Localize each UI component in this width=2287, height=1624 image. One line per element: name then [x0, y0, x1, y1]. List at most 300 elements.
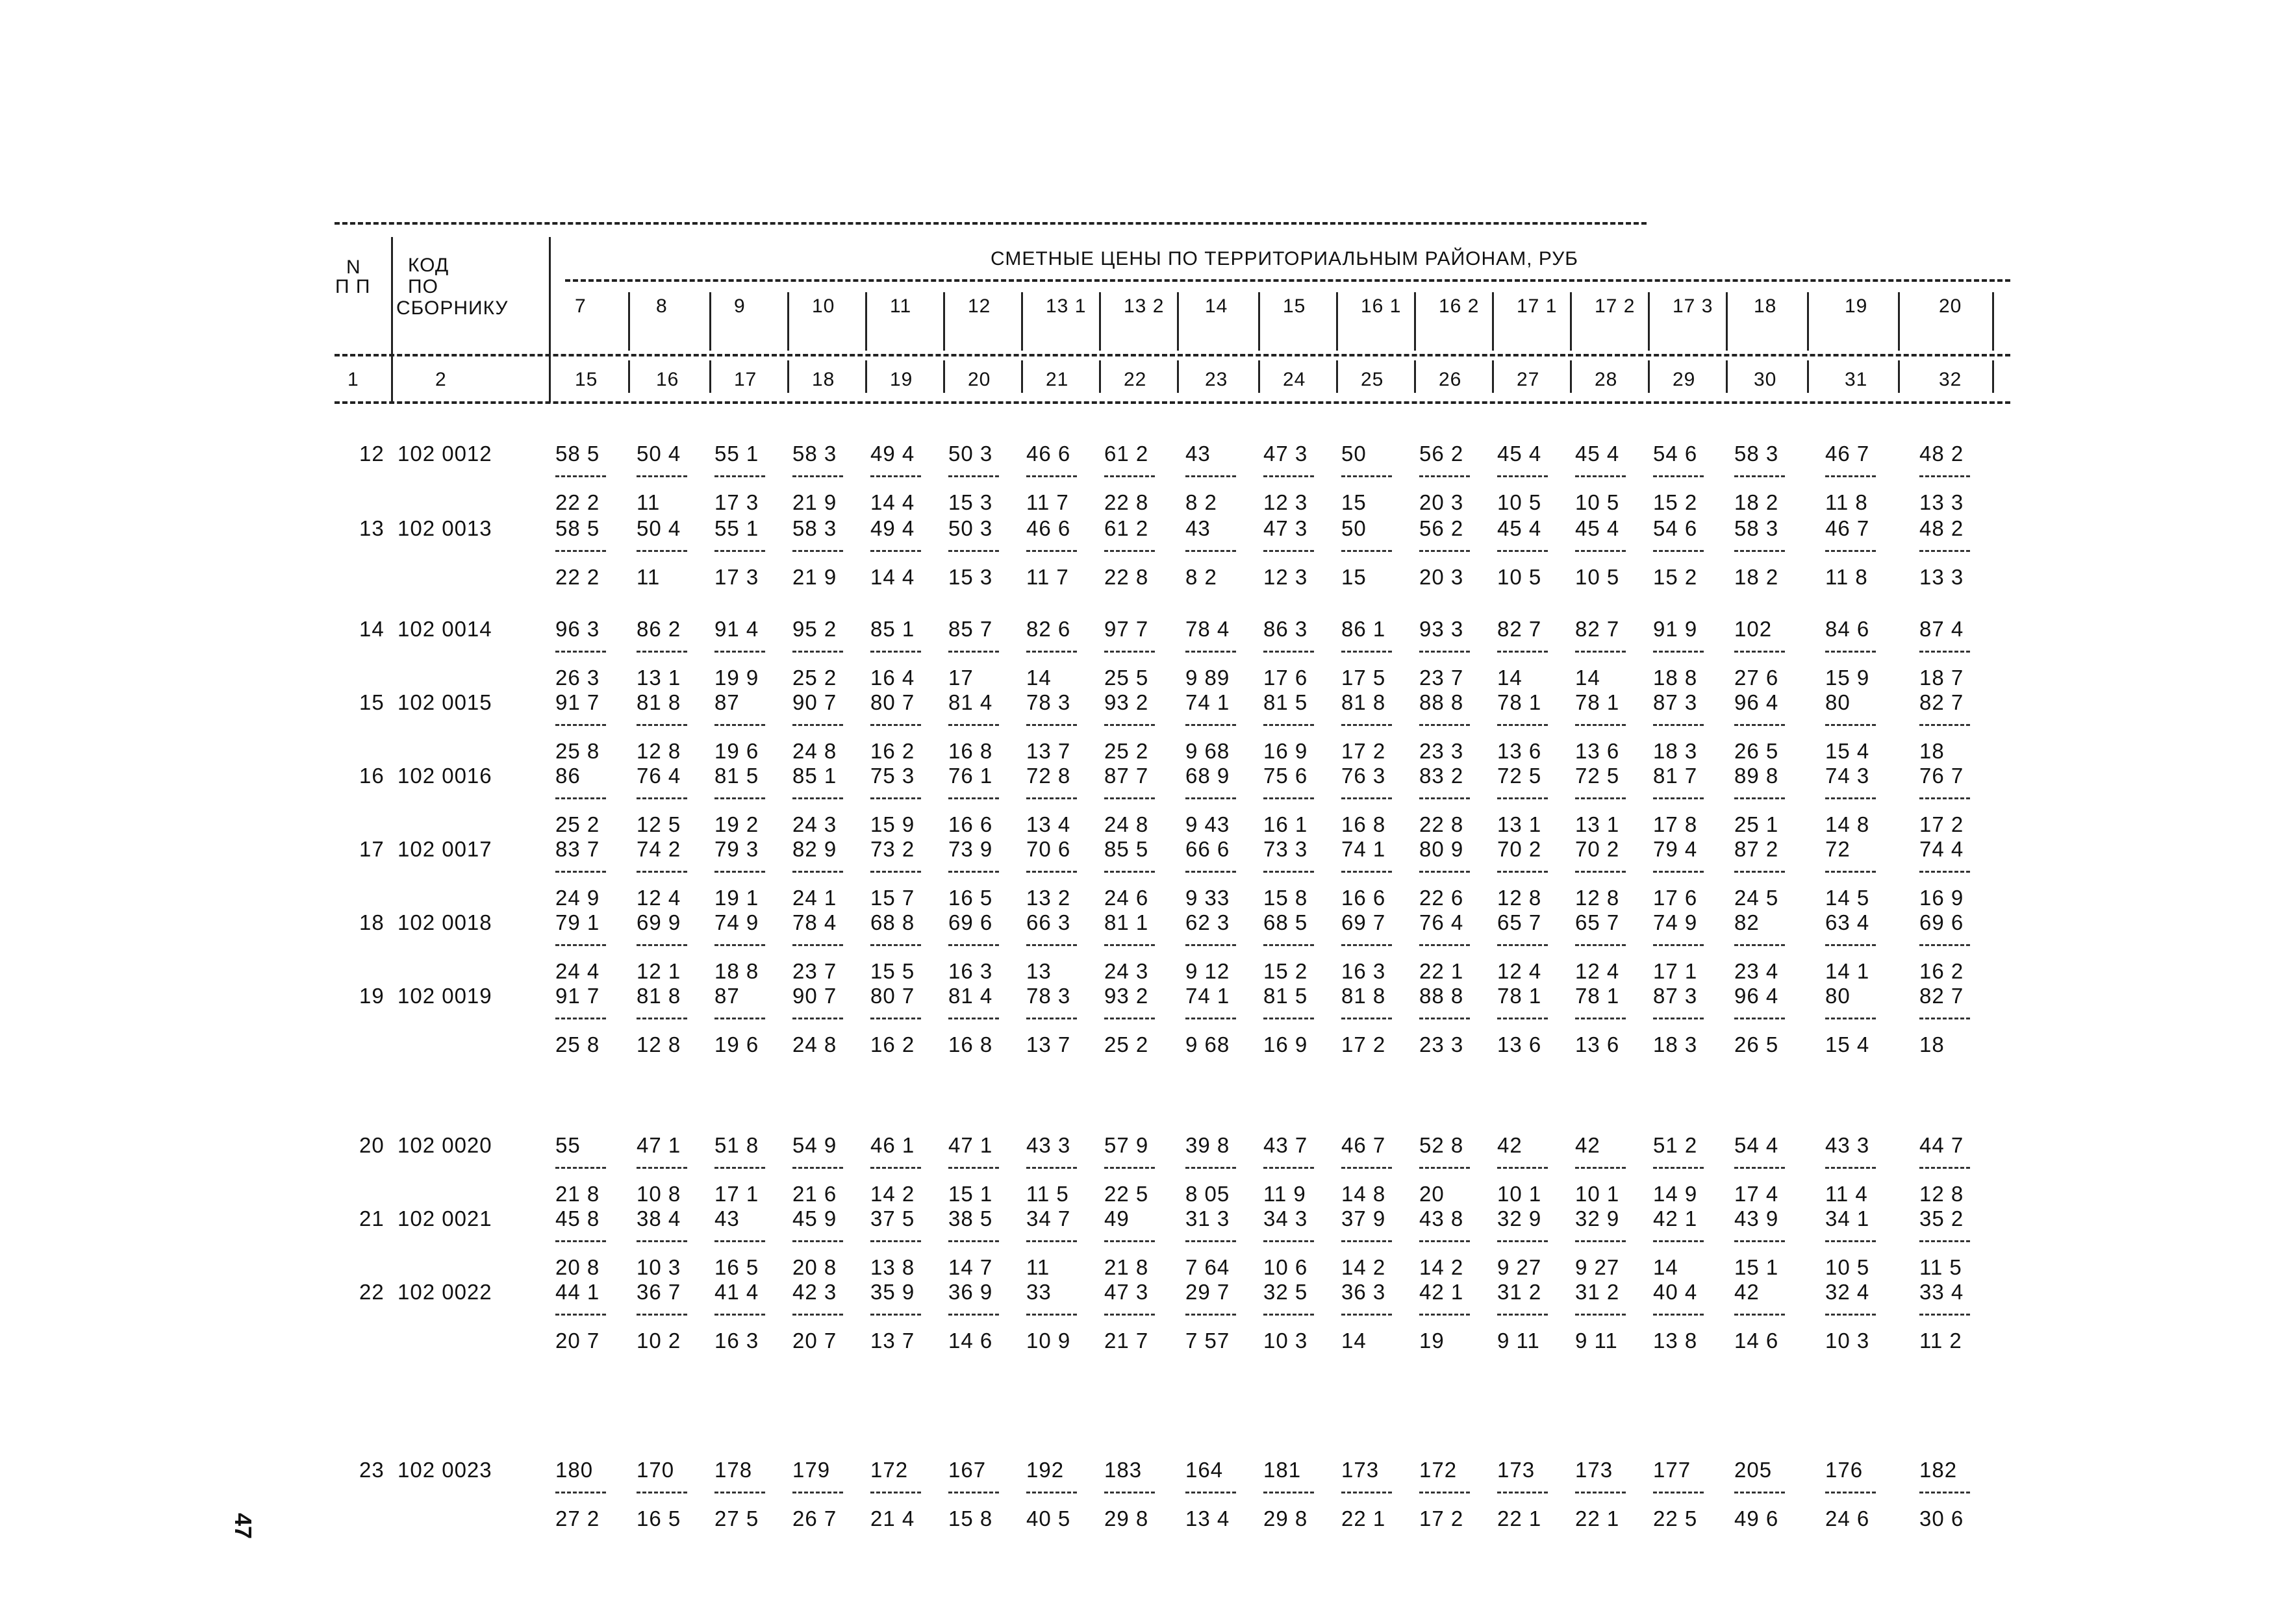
- fraction-bar: [1734, 651, 1785, 653]
- fraction-bar: [1734, 1018, 1785, 1019]
- price-labor: 21 4: [870, 1506, 915, 1530]
- price-total: 46 7: [1825, 516, 1870, 540]
- price-labor: 22 5: [1104, 1182, 1149, 1206]
- fraction-bar: [1026, 724, 1077, 726]
- price-labor: 13 8: [1653, 1329, 1698, 1353]
- price-total: 42 1: [1653, 1206, 1698, 1230]
- fraction-bar: [1263, 1018, 1314, 1019]
- title-underline: [565, 279, 2010, 282]
- price-total: 81 4: [948, 690, 993, 714]
- fraction-bar: [1825, 550, 1876, 552]
- price-total: 47 3: [1263, 442, 1308, 466]
- price-labor: 11: [637, 490, 661, 514]
- column-divider: [1258, 360, 1260, 393]
- price-labor: 21 8: [555, 1182, 600, 1206]
- price-total: 61 2: [1104, 442, 1149, 466]
- fraction-bar: [1185, 651, 1236, 653]
- price-labor: 12 4: [637, 886, 681, 910]
- price-labor: 18: [1919, 739, 1945, 763]
- price-total: 69 6: [1919, 910, 1964, 934]
- fraction-bar: [1185, 1018, 1236, 1019]
- price-labor: 10 1: [1575, 1182, 1620, 1206]
- fraction-bar: [1263, 871, 1314, 873]
- price-labor: 29 8: [1263, 1506, 1308, 1530]
- fraction-bar: [1263, 1314, 1314, 1316]
- price-labor: 10 9: [1026, 1329, 1071, 1353]
- price-labor: 14 8: [1825, 812, 1870, 836]
- price-labor: 10 2: [637, 1329, 681, 1353]
- price-labor: 16 8: [1341, 812, 1386, 836]
- price-labor: 12 4: [1575, 959, 1620, 983]
- fraction-bar: [1185, 1314, 1236, 1316]
- fraction-bar: [1341, 944, 1392, 946]
- fraction-bar: [792, 1167, 843, 1169]
- fraction-bar: [714, 651, 765, 653]
- price-labor: 13 8: [870, 1255, 915, 1279]
- price-total: 47 3: [1263, 516, 1308, 540]
- price-labor: 24 8: [792, 739, 837, 763]
- price-total: 96 3: [555, 617, 600, 641]
- price-total: 73 2: [870, 837, 915, 861]
- price-total: 88 8: [1419, 984, 1464, 1008]
- price-total: 86 1: [1341, 617, 1386, 641]
- fraction-bar: [1919, 1018, 1970, 1019]
- fraction-bar: [1653, 871, 1704, 873]
- column-number: 23: [1205, 369, 1228, 390]
- price-labor: 9 68: [1185, 739, 1230, 763]
- price-labor: 27 2: [555, 1506, 600, 1530]
- price-labor: 13 7: [870, 1329, 915, 1353]
- fraction-bar: [1104, 1018, 1155, 1019]
- price-total: 42 3: [792, 1280, 837, 1304]
- fraction-bar: [1263, 1240, 1314, 1242]
- fraction-bar: [1341, 550, 1392, 552]
- fraction-bar: [637, 944, 687, 946]
- price-total: 34 3: [1263, 1206, 1308, 1230]
- price-total: 78 3: [1026, 690, 1071, 714]
- fraction-bar: [1497, 1240, 1548, 1242]
- price-labor: 12 8: [637, 739, 681, 763]
- price-total: 51 2: [1653, 1133, 1698, 1157]
- price-labor: 17 6: [1263, 666, 1308, 690]
- table-title: СМЕТНЫЕ ЦЕНЫ ПО ТЕРРИТОРИАЛЬНЫМ РАЙОНАМ, РУБ: [991, 248, 1578, 269]
- price-total: 78 1: [1497, 690, 1542, 714]
- price-labor: 25 5: [1104, 666, 1149, 690]
- price-total: 80: [1825, 984, 1851, 1008]
- fraction-bar: [1575, 1240, 1626, 1242]
- price-total: 95 2: [792, 617, 837, 641]
- fraction-bar: [1341, 1314, 1392, 1316]
- price-total: 72 5: [1497, 764, 1542, 788]
- fraction-bar: [1026, 1018, 1077, 1019]
- fraction-bar: [1263, 797, 1314, 799]
- price-total: 83 2: [1419, 764, 1464, 788]
- price-labor: 24 8: [1104, 812, 1149, 836]
- price-total: 54 9: [792, 1133, 837, 1157]
- fraction-bar: [714, 944, 765, 946]
- price-labor: 20 7: [555, 1329, 600, 1353]
- price-labor: 25 2: [1104, 1032, 1149, 1056]
- row-code: 102 0019: [398, 984, 492, 1008]
- price-total: 45 4: [1497, 442, 1542, 466]
- price-total: 73 9: [948, 837, 993, 861]
- price-labor: 9 11: [1497, 1329, 1540, 1353]
- fraction-bar: [870, 797, 921, 799]
- price-total: 96 4: [1734, 984, 1779, 1008]
- price-labor: 40 5: [1026, 1506, 1071, 1530]
- price-labor: 13 6: [1497, 739, 1542, 763]
- price-total: 33 4: [1919, 1280, 1964, 1304]
- fraction-bar: [792, 651, 843, 653]
- price-labor: 25 1: [1734, 812, 1779, 836]
- column-number: 29: [1673, 369, 1696, 390]
- fraction-bar: [1575, 651, 1626, 653]
- price-labor: 10 1: [1497, 1182, 1542, 1206]
- fraction-bar: [714, 1240, 765, 1242]
- column-number: 20: [968, 369, 991, 390]
- fraction-bar: [1185, 475, 1236, 477]
- fraction-bar: [1497, 651, 1548, 653]
- price-labor: 9 68: [1185, 1032, 1230, 1056]
- price-labor: 10 5: [1575, 565, 1620, 589]
- price-total: 87 7: [1104, 764, 1149, 788]
- fraction-bar: [1653, 475, 1704, 477]
- price-labor: 16 2: [870, 739, 915, 763]
- fraction-bar: [870, 944, 921, 946]
- price-total: 176: [1825, 1458, 1864, 1482]
- price-total: 70 2: [1497, 837, 1542, 861]
- price-labor: 10 5: [1575, 490, 1620, 514]
- fraction-bar: [1919, 944, 1970, 946]
- price-total: 54 4: [1734, 1133, 1779, 1157]
- price-labor: 11 8: [1825, 565, 1868, 589]
- price-labor: 17 2: [1919, 812, 1964, 836]
- fraction-bar: [1734, 1492, 1785, 1493]
- fraction-bar: [1497, 1018, 1548, 1019]
- price-total: 78 4: [1185, 617, 1230, 641]
- fraction-bar: [870, 1167, 921, 1169]
- fraction-bar: [1185, 944, 1236, 946]
- price-labor: 22 5: [1653, 1506, 1698, 1530]
- fraction-bar: [714, 475, 765, 477]
- fraction-bar: [1919, 724, 1970, 726]
- column-divider: [1807, 360, 1809, 393]
- price-total: 79 1: [555, 910, 600, 934]
- price-labor: 9 43: [1185, 812, 1230, 836]
- fraction-bar: [1497, 1314, 1548, 1316]
- fraction-bar: [1825, 944, 1876, 946]
- district-label: 11: [890, 295, 912, 317]
- price-total: 76 3: [1341, 764, 1386, 788]
- fraction-bar: [714, 1018, 765, 1019]
- price-labor: 10 6: [1263, 1255, 1308, 1279]
- price-total: 58 3: [792, 442, 837, 466]
- price-labor: 9 89: [1185, 666, 1230, 690]
- price-total: 42: [1497, 1133, 1523, 1157]
- fraction-bar: [1497, 797, 1548, 799]
- price-total: 31 3: [1185, 1206, 1230, 1230]
- price-total: 81 8: [637, 984, 681, 1008]
- price-labor: 16 9: [1919, 886, 1964, 910]
- price-total: 80 9: [1419, 837, 1464, 861]
- price-labor: 12 4: [1497, 959, 1542, 983]
- price-total: 45 8: [555, 1206, 600, 1230]
- row-code: 102 0013: [398, 516, 492, 540]
- price-total: 32 9: [1497, 1206, 1542, 1230]
- fraction-bar: [1263, 724, 1314, 726]
- row-code: 102 0012: [398, 442, 492, 466]
- price-labor: 21 8: [1104, 1255, 1149, 1279]
- price-labor: 15 2: [1263, 959, 1308, 983]
- price-labor: 18 8: [1653, 666, 1698, 690]
- price-total: 31 2: [1575, 1280, 1620, 1304]
- fraction-bar: [948, 550, 999, 552]
- price-total: 37 9: [1341, 1206, 1386, 1230]
- price-total: 50 3: [948, 442, 993, 466]
- fraction-bar: [792, 475, 843, 477]
- price-total: 58 3: [1734, 516, 1779, 540]
- column-divider: [628, 292, 630, 351]
- fraction-bar: [1497, 475, 1548, 477]
- price-labor: 15 9: [1825, 666, 1870, 690]
- price-total: 46 7: [1825, 442, 1870, 466]
- price-labor: 18: [1919, 1032, 1945, 1056]
- fraction-bar: [1575, 550, 1626, 552]
- fraction-bar: [637, 1167, 687, 1169]
- price-total: 52 8: [1419, 1133, 1464, 1157]
- price-labor: 13 3: [1919, 490, 1964, 514]
- price-labor: 27 5: [714, 1506, 759, 1530]
- header-divider: [391, 237, 393, 403]
- price-labor: 17 2: [1341, 1032, 1386, 1056]
- price-total: 29 7: [1185, 1280, 1230, 1304]
- price-total: 81 5: [1263, 690, 1308, 714]
- fraction-bar: [555, 871, 606, 873]
- fraction-bar: [870, 475, 921, 477]
- price-total: 74 9: [1653, 910, 1698, 934]
- price-labor: 17 4: [1734, 1182, 1779, 1206]
- fraction-bar: [1825, 1240, 1876, 1242]
- district-label: 17 3: [1673, 295, 1713, 317]
- column-divider: [1898, 292, 1900, 351]
- column-divider: [709, 292, 711, 351]
- row-code: 102 0017: [398, 837, 492, 861]
- price-labor: 18 2: [1734, 565, 1779, 589]
- fraction-bar: [637, 550, 687, 552]
- fraction-bar: [637, 1240, 687, 1242]
- fraction-bar: [870, 1018, 921, 1019]
- price-total: 87 4: [1919, 617, 1964, 641]
- column-divider: [1177, 360, 1179, 393]
- price-total: 43: [714, 1206, 740, 1230]
- price-total: 87: [714, 984, 740, 1008]
- fraction-bar: [1825, 1492, 1876, 1493]
- price-labor: 15 4: [1825, 739, 1870, 763]
- fraction-bar: [1419, 1314, 1470, 1316]
- column-number: 15: [575, 369, 598, 390]
- price-total: 47 1: [637, 1133, 681, 1157]
- price-total: 47 1: [948, 1133, 993, 1157]
- price-total: 50 4: [637, 442, 681, 466]
- row-number: 20: [359, 1133, 385, 1157]
- price-total: 172: [870, 1458, 909, 1482]
- price-total: 58 5: [555, 516, 600, 540]
- price-labor: 15 4: [1825, 1032, 1870, 1056]
- price-labor: 10 8: [637, 1182, 681, 1206]
- price-total: 46 6: [1026, 442, 1071, 466]
- fraction-bar: [1575, 1314, 1626, 1316]
- district-label: 12: [968, 295, 991, 317]
- price-labor: 13 4: [1185, 1506, 1230, 1530]
- price-labor: 19 6: [714, 739, 759, 763]
- price-labor: 15 3: [948, 490, 993, 514]
- price-labor: 19: [1419, 1329, 1445, 1353]
- price-labor: 11: [1026, 1255, 1050, 1279]
- price-labor: 16 2: [870, 1032, 915, 1056]
- price-labor: 26 5: [1734, 739, 1779, 763]
- price-total: 50: [1341, 516, 1367, 540]
- fraction-bar: [948, 1167, 999, 1169]
- price-labor: 16 1: [1263, 812, 1308, 836]
- fraction-bar: [1497, 1167, 1548, 1169]
- price-total: 76 1: [948, 764, 993, 788]
- price-labor: 21 7: [1104, 1329, 1149, 1353]
- price-total: 97 7: [1104, 617, 1149, 641]
- fraction-bar: [1104, 475, 1155, 477]
- price-total: 46 6: [1026, 516, 1071, 540]
- price-total: 47 3: [1104, 1280, 1149, 1304]
- fraction-bar: [1263, 1492, 1314, 1493]
- fraction-bar: [792, 1314, 843, 1316]
- row-code: 102 0022: [398, 1280, 492, 1304]
- price-total: 46 1: [870, 1133, 915, 1157]
- fraction-bar: [1026, 1492, 1077, 1493]
- header-divider: [549, 237, 551, 403]
- price-total: 82 7: [1919, 984, 1964, 1008]
- price-labor: 22 2: [555, 490, 600, 514]
- price-labor: 18 3: [1653, 739, 1698, 763]
- price-total: 173: [1497, 1458, 1535, 1482]
- fraction-bar: [792, 944, 843, 946]
- price-total: 93 2: [1104, 984, 1149, 1008]
- fraction-bar: [1919, 550, 1970, 552]
- fraction-bar: [637, 1018, 687, 1019]
- fraction-bar: [1263, 1167, 1314, 1169]
- column-divider: [1492, 360, 1494, 393]
- fraction-bar: [870, 871, 921, 873]
- column-number: 22: [1124, 369, 1147, 390]
- price-labor: 16 5: [714, 1255, 759, 1279]
- fraction-bar: [1341, 1167, 1392, 1169]
- fraction-bar: [637, 651, 687, 653]
- price-total: 66 3: [1026, 910, 1071, 934]
- price-labor: 11 4: [1825, 1182, 1868, 1206]
- fraction-bar: [1185, 724, 1236, 726]
- price-labor: 9 27: [1497, 1255, 1542, 1279]
- price-total: 78 3: [1026, 984, 1071, 1008]
- price-labor: 14 2: [1419, 1255, 1464, 1279]
- fraction-bar: [1734, 797, 1785, 799]
- price-labor: 24 3: [1104, 959, 1149, 983]
- fraction-bar: [1341, 797, 1392, 799]
- price-labor: 14: [1653, 1255, 1678, 1279]
- price-labor: 8 2: [1185, 565, 1217, 589]
- price-total: 173: [1341, 1458, 1380, 1482]
- row-number: 19: [359, 984, 385, 1008]
- price-total: 38 4: [637, 1206, 681, 1230]
- price-labor: 23 7: [792, 959, 837, 983]
- price-total: 56 2: [1419, 516, 1464, 540]
- price-total: 80 7: [870, 690, 915, 714]
- fraction-bar: [1734, 475, 1785, 477]
- price-labor: 12 8: [1575, 886, 1620, 910]
- price-total: 43 3: [1026, 1133, 1071, 1157]
- column-divider: [1336, 360, 1338, 393]
- fraction-bar: [1825, 1167, 1876, 1169]
- price-labor: 12 3: [1263, 490, 1308, 514]
- fraction-bar: [637, 797, 687, 799]
- price-total: 87 2: [1734, 837, 1779, 861]
- price-total: 88 8: [1419, 690, 1464, 714]
- price-total: 34 1: [1825, 1206, 1870, 1230]
- fraction-bar: [1734, 1240, 1785, 1242]
- fraction-bar: [1734, 944, 1785, 946]
- price-labor: 16 9: [1263, 1032, 1308, 1056]
- district-label: 13 1: [1046, 295, 1087, 317]
- price-total: 81 1: [1104, 910, 1149, 934]
- price-labor: 17 5: [1341, 666, 1386, 690]
- fraction-bar: [1653, 1167, 1704, 1169]
- price-labor: 13 6: [1497, 1032, 1542, 1056]
- column-divider: [1336, 292, 1338, 351]
- fraction-bar: [1026, 1240, 1077, 1242]
- fraction-bar: [1653, 1018, 1704, 1019]
- row-number: 14: [359, 617, 385, 641]
- price-total: 31 2: [1497, 1280, 1542, 1304]
- fraction-bar: [1419, 797, 1470, 799]
- pp-label: П П: [335, 276, 371, 297]
- price-total: 75 6: [1263, 764, 1308, 788]
- price-labor: 11 7: [1026, 565, 1069, 589]
- district-label: 13 2: [1124, 295, 1165, 317]
- price-total: 56 2: [1419, 442, 1464, 466]
- fraction-bar: [714, 871, 765, 873]
- fraction-bar: [1104, 871, 1155, 873]
- price-total: 80 7: [870, 984, 915, 1008]
- price-total: 81 4: [948, 984, 993, 1008]
- price-total: 85 1: [870, 617, 915, 641]
- price-labor: 22 2: [555, 565, 600, 589]
- column-number: 16: [656, 369, 679, 390]
- fraction-bar: [948, 871, 999, 873]
- price-total: 43 7: [1263, 1133, 1308, 1157]
- price-labor: 15 1: [1734, 1255, 1779, 1279]
- row-code: 102 0016: [398, 764, 492, 788]
- fraction-bar: [1825, 797, 1876, 799]
- price-total: 50: [1341, 442, 1367, 466]
- price-labor: 10 3: [1263, 1329, 1308, 1353]
- row-number: 17: [359, 837, 385, 861]
- price-labor: 17 6: [1653, 886, 1698, 910]
- price-total: 69 9: [637, 910, 681, 934]
- header-mid-rule: [335, 354, 2010, 356]
- fraction-bar: [870, 724, 921, 726]
- fraction-bar: [1734, 871, 1785, 873]
- price-total: 91 4: [714, 617, 759, 641]
- fraction-bar: [870, 550, 921, 552]
- price-labor: 20 7: [792, 1329, 837, 1353]
- price-total: 90 7: [792, 690, 837, 714]
